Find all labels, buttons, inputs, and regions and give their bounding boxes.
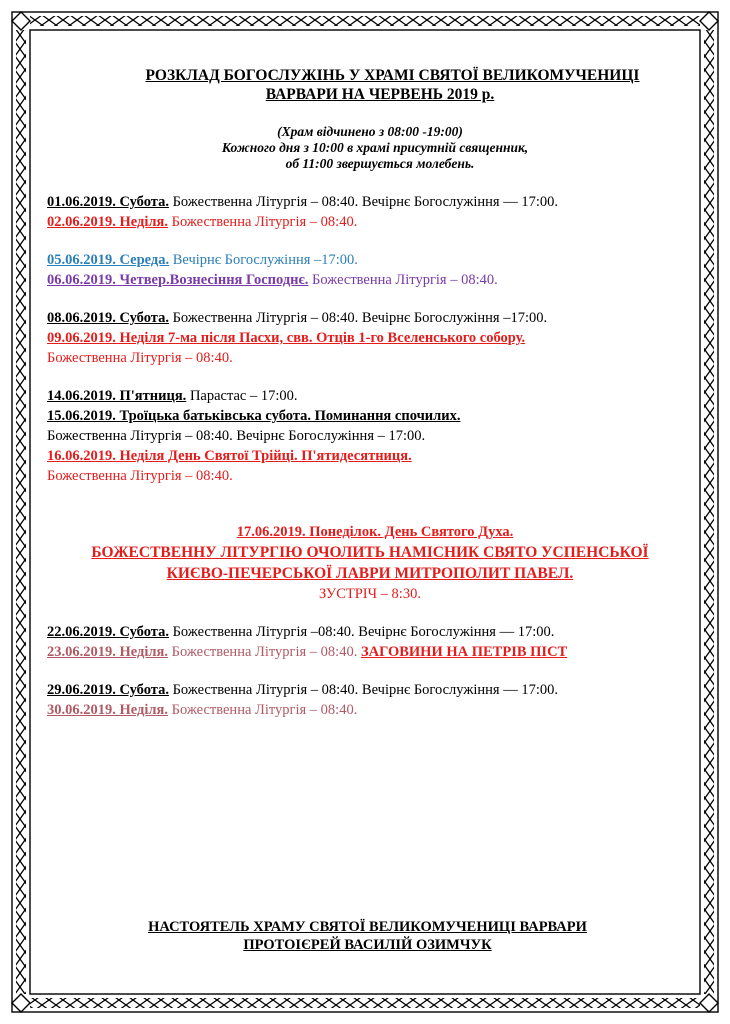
special-announcement	[0, 522, 730, 604]
entry-date: 02.06.2019. Неділя.	[47, 214, 168, 230]
entry-text: Божественна Літургія – 08:40. Вечірнє Богослужіння –17:00.	[168, 310, 548, 326]
entry-text: Парастас – 17:00.	[186, 388, 298, 404]
entry-text: Божественна Літургія – 08:40.	[47, 350, 233, 366]
entry-date: 01.06.2019. Субота.	[47, 194, 169, 210]
schedule-entry-0605	[47, 250, 697, 270]
entry-text: Божественна Літургія – 08:40. Вечірнє Богослужіння – 17:00.	[47, 428, 426, 444]
schedule-entry-0623	[47, 642, 697, 662]
hours-line-1: (Храм відчинено з 08:00 -19:00)	[277, 124, 463, 139]
title-line-1: РОЗКЛАД БОГОСЛУЖІНЬ У ХРАМІ СВЯТОЇ ВЕЛИКОМУЧЕНИЦІ	[145, 67, 640, 84]
entry-text: Вечірнє Богослужіння –17:00.	[169, 252, 358, 268]
schedule-list-late	[47, 622, 697, 720]
footer-line-1: НАСТОЯТЕЛЬ ХРАМУ СВЯТОЇ ВЕЛИКОМУЧЕНИЦІ ВАРВАРИ	[148, 919, 587, 935]
entry-text: Божественна Літургія – 08:40.	[168, 214, 358, 230]
fast-note: ЗАГОВИНИ НА ПЕТРІВ ПІСТ	[360, 644, 568, 660]
announcement-line-1: БОЖЕСТВЕННУ ЛІТУРГІЮ ОЧОЛИТЬ НАМІСНИК СВЯТО УСПЕНСЬКОЇ	[91, 544, 649, 561]
schedule-entry-0630	[47, 700, 697, 720]
schedule-entry-0608	[47, 308, 697, 328]
announcement-line-2: КИЄВО-ПЕЧЕРСЬКОЇ ЛАВРИ МИТРОПОЛИТ ПАВЕЛ.	[166, 565, 574, 582]
hours-line-2: Кожного дня з 10:00 в храмі присутній священник,	[221, 140, 529, 155]
entry-date: 23.06.2019. Неділя.	[47, 644, 168, 660]
schedule-entry-0609-service	[47, 348, 697, 368]
schedule-entry-0615-service	[47, 426, 697, 446]
announcement-meeting-time: ЗУСТРІЧ – 8:30.	[319, 586, 421, 602]
schedule-entry-0609	[47, 328, 697, 348]
opening-hours	[0, 124, 730, 172]
schedule-entry-0616	[47, 446, 697, 466]
entry-text: Божественна Літургія – 08:40.	[308, 272, 498, 288]
schedule-entry-0616-service	[47, 466, 697, 486]
schedule-entry-0622	[47, 622, 697, 642]
entry-text: Божественна Літургія – 08:40.	[168, 644, 361, 660]
hours-line-3: об 11:00 звершується молебень.	[285, 156, 475, 171]
signature-block	[0, 918, 730, 954]
schedule-entry-0629	[47, 680, 697, 700]
entry-date: 16.06.2019. Неділя День Святої Трійці. П'ятидесятниця.	[47, 448, 412, 464]
entry-date: 29.06.2019. Субота.	[47, 682, 169, 698]
entry-date: 15.06.2019. Троїцька батьківська субота. Поминання спочилих.	[47, 408, 461, 424]
entry-date: 08.06.2019. Субота.	[47, 310, 169, 326]
entry-text: Божественна Літургія – 08:40. Вечірнє Богослужіння — 17:00.	[168, 682, 558, 698]
entry-date: 14.06.2019. П'ятниця.	[47, 388, 187, 404]
entry-text: Божественна Літургія – 08:40.	[47, 468, 233, 484]
entry-text: Божественна Літургія –08:40. Вечірнє Богослужіння — 17:00.	[168, 624, 555, 640]
schedule-list	[47, 192, 697, 486]
entry-date: 06.06.2019. Четвер.Вознесіння Господнє.	[47, 272, 309, 288]
entry-date: 30.06.2019. Неділя.	[47, 702, 168, 718]
schedule-entry-0602	[47, 212, 697, 232]
page-title	[0, 66, 730, 104]
schedule-entry-0614	[47, 386, 697, 406]
entry-date: 05.06.2019. Середа.	[47, 252, 170, 268]
title-line-2: ВАРВАРИ НА ЧЕРВЕНЬ 2019 р.	[265, 86, 495, 103]
schedule-entry-0601	[47, 192, 697, 212]
footer-line-2: ПРОТОІЄРЕЙ ВАСИЛІЙ ОЗИМЧУК	[243, 937, 492, 953]
entry-date: 09.06.2019. Неділя 7-ма після Пасхи, свв. Отців 1-го Вселенського собору.	[47, 330, 526, 346]
announcement-date: 17.06.2019. Понеділок. День Святого Духа.	[236, 524, 514, 540]
entry-date: 22.06.2019. Субота.	[47, 624, 169, 640]
schedule-entry-0606	[47, 270, 697, 290]
entry-text: Божественна Літургія – 08:40.	[168, 702, 358, 718]
schedule-entry-0615	[47, 406, 697, 426]
entry-text: Божественна Літургія – 08:40. Вечірнє Богослужіння — 17:00.	[168, 194, 558, 210]
